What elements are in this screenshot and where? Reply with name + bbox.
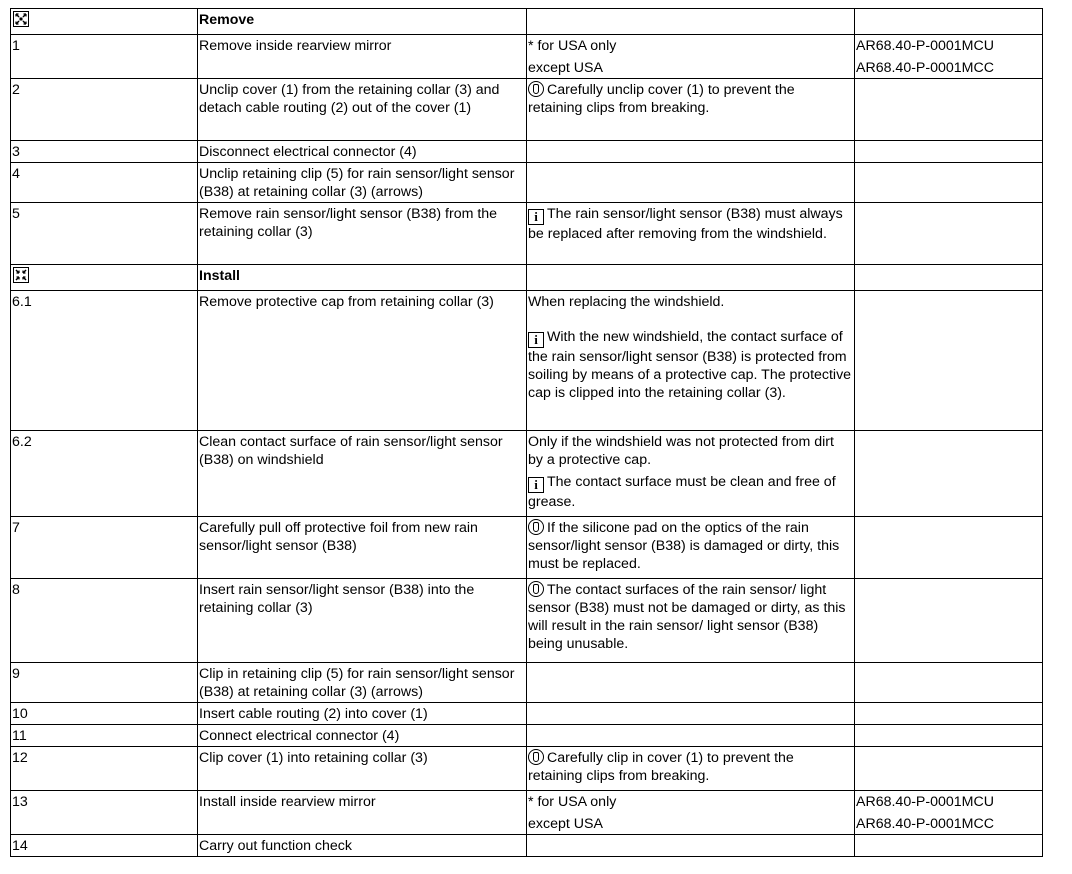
step-number: 11 [11,725,198,747]
table-row [11,747,1043,791]
step-action: Insert cable routing (2) into cover (1) [198,703,527,725]
step-action: Unclip retaining clip (5) for rain sensor/light sensor (B38) at retaining collar (3) (arrows) [198,163,527,203]
document-reference-link[interactable]: AR68.40-P-0001MCU [856,794,994,810]
step-action: Carry out function check [198,835,527,857]
info-icon: i [528,332,544,348]
step-note: Carefully unclip cover (1) to prevent the retaining clips from breaking. [528,82,795,116]
step-number: 3 [11,141,198,163]
table-row [11,291,1043,431]
table-row [11,431,1043,517]
step-number: 10 [11,703,198,725]
document-reference-link[interactable]: AR68.40-P-0001MCC [856,816,994,832]
caution-icon [528,749,544,765]
table-row [11,703,1043,725]
step-note: Carefully clip in cover (1) to prevent the retaining clips from breaking. [528,750,794,784]
step-action: Unclip cover (1) from the retaining collar (3) and detach cable routing (2) out of the cover (1) [198,79,527,141]
table-row [11,663,1043,703]
table-row [11,835,1043,857]
step-action: Remove protective cap from retaining collar (3) [198,291,527,431]
section-row-install [11,265,1043,291]
step-action: Connect electrical connector (4) [198,725,527,747]
step-note: If the silicone pad on the optics of the rain sensor/light sensor (B38) is damaged or dirty, this must be replaced. [528,520,840,572]
table-row [11,579,1043,663]
step-number: 7 [11,517,198,579]
step-number: 6.1 [11,291,198,431]
step-action: Clean contact surface of rain sensor/light sensor (B38) on windshield [198,431,527,517]
step-action: Insert rain sensor/light sensor (B38) into the retaining collar (3) [198,579,527,663]
info-icon: i [528,477,544,493]
document-reference-link[interactable]: AR68.40-P-0001MCU [856,38,994,54]
table-row [11,141,1043,163]
step-action: Clip cover (1) into retaining collar (3) [198,747,527,791]
disassemble-icon [13,11,29,27]
document-reference-link[interactable]: AR68.40-P-0001MCC [856,60,994,76]
step-action: Disconnect electrical connector (4) [198,141,527,163]
procedure-table [10,8,1043,857]
section-title-install: Install [198,265,527,291]
step-number: 4 [11,163,198,203]
step-number: 9 [11,663,198,703]
step-action: Install inside rearview mirror [198,791,527,835]
step-note: except USA [528,816,603,832]
step-action: Clip in retaining clip (5) for rain sensor/light sensor (B38) at retaining collar (3) (arrows) [198,663,527,703]
step-note: The contact surfaces of the rain sensor/ light sensor (B38) must not be damaged or dirty, as this will result in the rain sensor/ light sensor (B38) being unusable. [528,582,846,652]
info-icon: i [528,209,544,225]
step-action: Carefully pull off protective foil from new rain sensor/light sensor (B38) [198,517,527,579]
section-row-remove [11,9,1043,35]
step-number: 14 [11,835,198,857]
step-number: 2 [11,79,198,141]
table-row [11,163,1043,203]
table-row [11,203,1043,265]
step-number: 1 [11,35,198,79]
step-note: With the new windshield, the contact surface of the rain sensor/light sensor (B38) is protected from soiling by means of a protective cap. The protective cap is clipped into the retaining collar (3). [528,329,852,401]
step-note: When replacing the windshield. [528,294,725,310]
step-note: * for USA only [528,38,617,54]
step-number: 6.2 [11,431,198,517]
assemble-icon [13,267,29,283]
section-title-remove: Remove [198,9,527,35]
table-row [11,791,1043,835]
step-number: 13 [11,791,198,835]
table-row [11,79,1043,141]
step-number: 8 [11,579,198,663]
step-number: 5 [11,203,198,265]
step-number: 12 [11,747,198,791]
table-row [11,35,1043,79]
step-action: Remove rain sensor/light sensor (B38) from the retaining collar (3) [198,203,527,265]
step-action: Remove inside rearview mirror [198,35,527,79]
step-note: except USA [528,60,603,76]
table-row [11,517,1043,579]
table-row [11,725,1043,747]
caution-icon [528,81,544,97]
step-note: The rain sensor/light sensor (B38) must always be replaced after removing from the windshield. [528,206,843,242]
caution-icon [528,519,544,535]
caution-icon [528,581,544,597]
step-note: The contact surface must be clean and free of grease. [528,474,836,510]
step-note: * for USA only [528,794,617,810]
step-note: Only if the windshield was not protected from dirt by a protective cap. [528,434,834,468]
